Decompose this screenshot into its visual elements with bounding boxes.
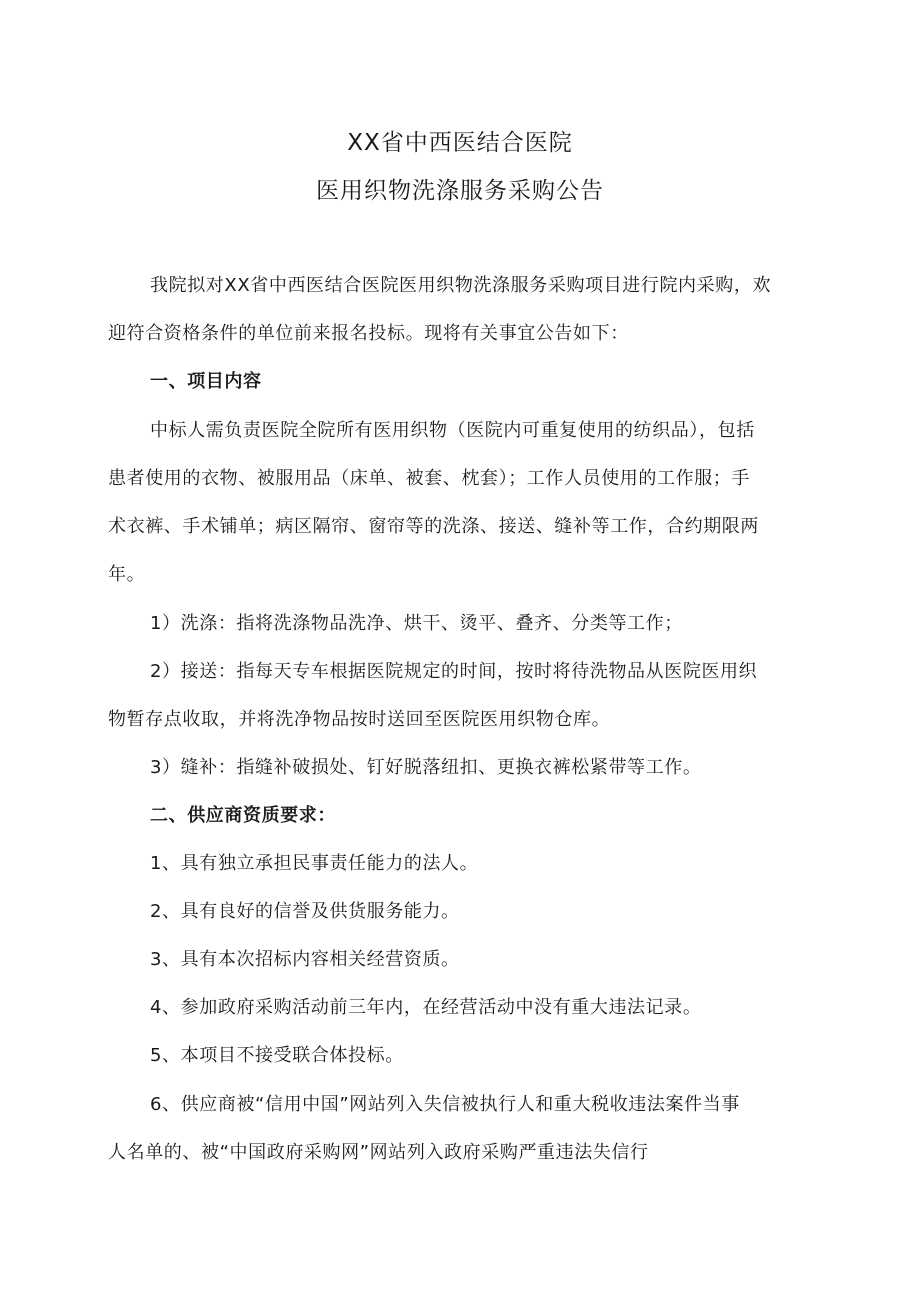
intro-line-1: 我院拟对XX省中西医结合医院医用织物洗涤服务采购项目进行院内采购，欢 [150,275,772,296]
document-title: XX省中西医结合医院 [347,130,573,156]
section-1-paragraph-line-4: 年。 [108,564,146,585]
section-1-paragraph-line-1: 中标人需负责医院全院所有医用织物（医院内可重复使用的纺织品），包括 [150,420,755,441]
list-item-delivery-line-2: 物暂存点收取，并将洗净物品按时送回至医院医用织物仓库。 [108,709,611,730]
list-item-mending: 3）缝补：指缝补破损处、钉好脱落纽扣、更换衣裤松紧带等工作。 [150,757,702,778]
section-2-heading: 二、供应商资质要求： [150,805,336,826]
section-1-paragraph-line-2: 患者使用的衣物、被服用品（床单、被套、枕套）；工作人员使用的工作服；手 [108,468,750,489]
requirement-6-line-2: 人名单的、被“中国政府采购网”网站列入政府采购严重违法失信行 [108,1142,649,1163]
requirement-6-line-1: 6、供应商被“信用中国”网站列入失信被执行人和重大税收违法案件当事 [150,1094,740,1115]
requirement-5: 5、本项目不接受联合体投标。 [150,1045,404,1066]
document-subtitle: 医用织物洗涤服务采购公告 [316,178,604,204]
requirement-4: 4、参加政府采购活动前三年内，在经营活动中没有重大违法记录。 [150,997,702,1018]
requirement-1: 1、具有独立承担民事责任能力的法人。 [150,853,479,874]
list-item-washing: 1）洗涤：指将洗涤物品洗净、烘干、烫平、叠齐、分类等工作； [150,613,683,634]
requirement-2: 2、具有良好的信誉及供货服务能力。 [150,901,460,922]
requirement-3: 3、具有本次招标内容相关经营资质。 [150,949,460,970]
list-item-delivery-line-1: 2）接送：指每天专车根据医院规定的时间，按时将待洗物品从医院医用织 [150,661,758,682]
section-1-heading: 一、项目内容 [150,371,262,392]
section-1-paragraph-line-3: 术衣裤、手术铺单；病区隔帘、窗帘等的洗涤、接送、缝补等工作，合约期限两 [108,516,759,537]
intro-line-2: 迎符合资格条件的单位前来报名投标。现将有关事宜公告如下： [108,323,629,344]
